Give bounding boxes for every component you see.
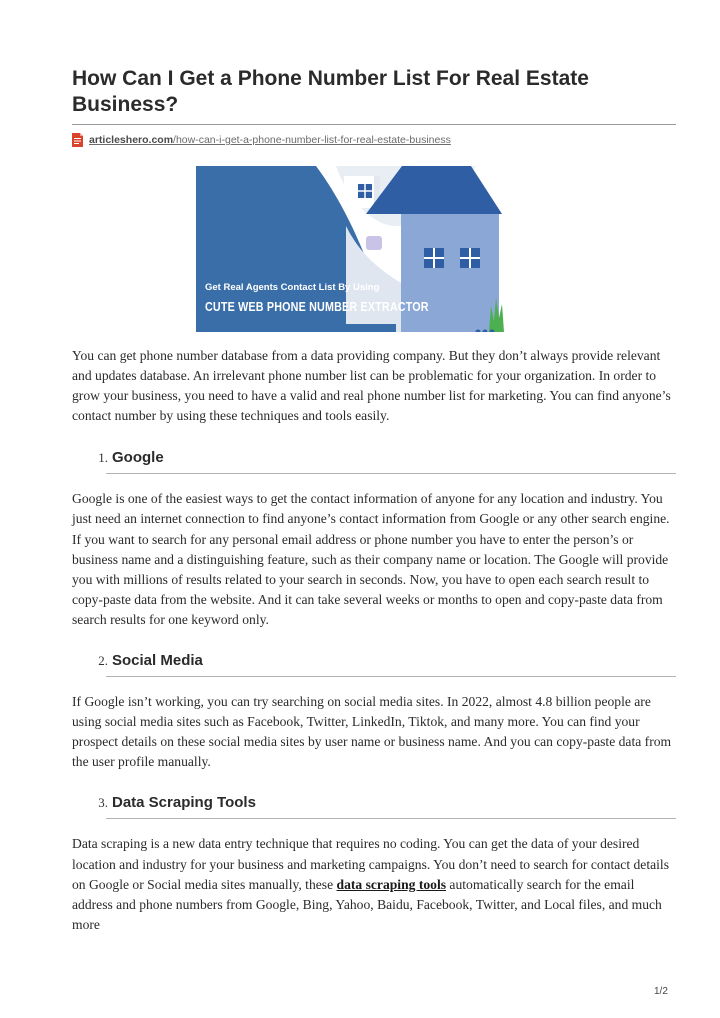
section-number: 1. [98,450,108,466]
section-number: 3. [98,795,108,811]
hero-subtitle: Get Real Agents Contact List By Using [205,282,380,293]
intro-paragraph: You can get phone number database from a data providing company. But they don’t always provide relevant and updates database. An irrelevant phone number list can be problematic for your organization. In order to grow your business, you need to have a valid and real phone number list for marketing. You can find anyone’s contact number by using these techniques and tools easily. [72,348,671,424]
section-heading [72,794,676,811]
data-scraping-tools-link[interactable]: data scraping tools [336,876,447,892]
hero-headline: CUTE WEB PHONE NUMBER EXTRACTOR [205,300,429,314]
hero-image [196,166,506,332]
title-divider [72,124,676,125]
section-google [72,449,676,630]
section-heading [72,652,676,669]
section-paragraph: Google is one of the easiest ways to get the contact information of anyone for any location and industry. You just need an internet connection to find anyone’s contact information from Google or any other search engine. If you want to search for any personal email address or phone number you have to enter the person’s or business name and a distinguishing feature, such as their company name or location. The Google will provide you with millions of results related to your search in seconds. Now, you have to open each search result to copy-paste data from the website. And it can take several weeks or months to open and copy-paste data from search results for one keyword only. [72,491,670,627]
section-divider [106,818,676,819]
source-line [72,132,676,148]
source-path: /how-can-i-get-a-phone-number-list-for-real-estate-business [173,134,451,146]
page-title: How Can I Get a Phone Number List For Real Estate Business? [72,67,589,116]
pdf-document-icon [72,133,83,147]
section-title: Social Media [112,652,203,670]
section-paragraph: If Google isn’t working, you can try searching on social media sites. In 2022, almost 4.8 billion people are using social media sites such as Facebook, Twitter, LinkedIn, Tiktok, and many more. You can find your prospect details on these social media sites by user name or business name. And you can copy-paste data from the user profile manually. [72,694,672,770]
paragraph-text-end: automatically search for the email address and phone numbers from Google, Bing, Yahoo, Baidu, Facebook, Twitter, and Local files, and much more [72,876,662,932]
section-data-scraping [72,794,676,934]
source-domain: articleshero.com [89,134,174,146]
source-link[interactable] [89,134,451,146]
section-title: Google [112,449,164,467]
section-paragraph [72,834,676,934]
section-divider [106,676,676,677]
section-number: 2. [98,653,108,669]
section-heading [72,449,676,466]
paragraph-text-start: Data scraping is a new data entry technique that requires no coding. You can get the data of your desired location and industry for your business and marketing campaigns. You don’t need to search for contact details on Google or Social media sites manually, these [72,836,669,892]
article [72,66,676,932]
section-title: Data Scraping Tools [112,794,256,812]
article-body [72,346,676,935]
section-social-media [72,652,676,772]
page-number: 1/2 [654,986,668,997]
section-divider [106,473,676,474]
